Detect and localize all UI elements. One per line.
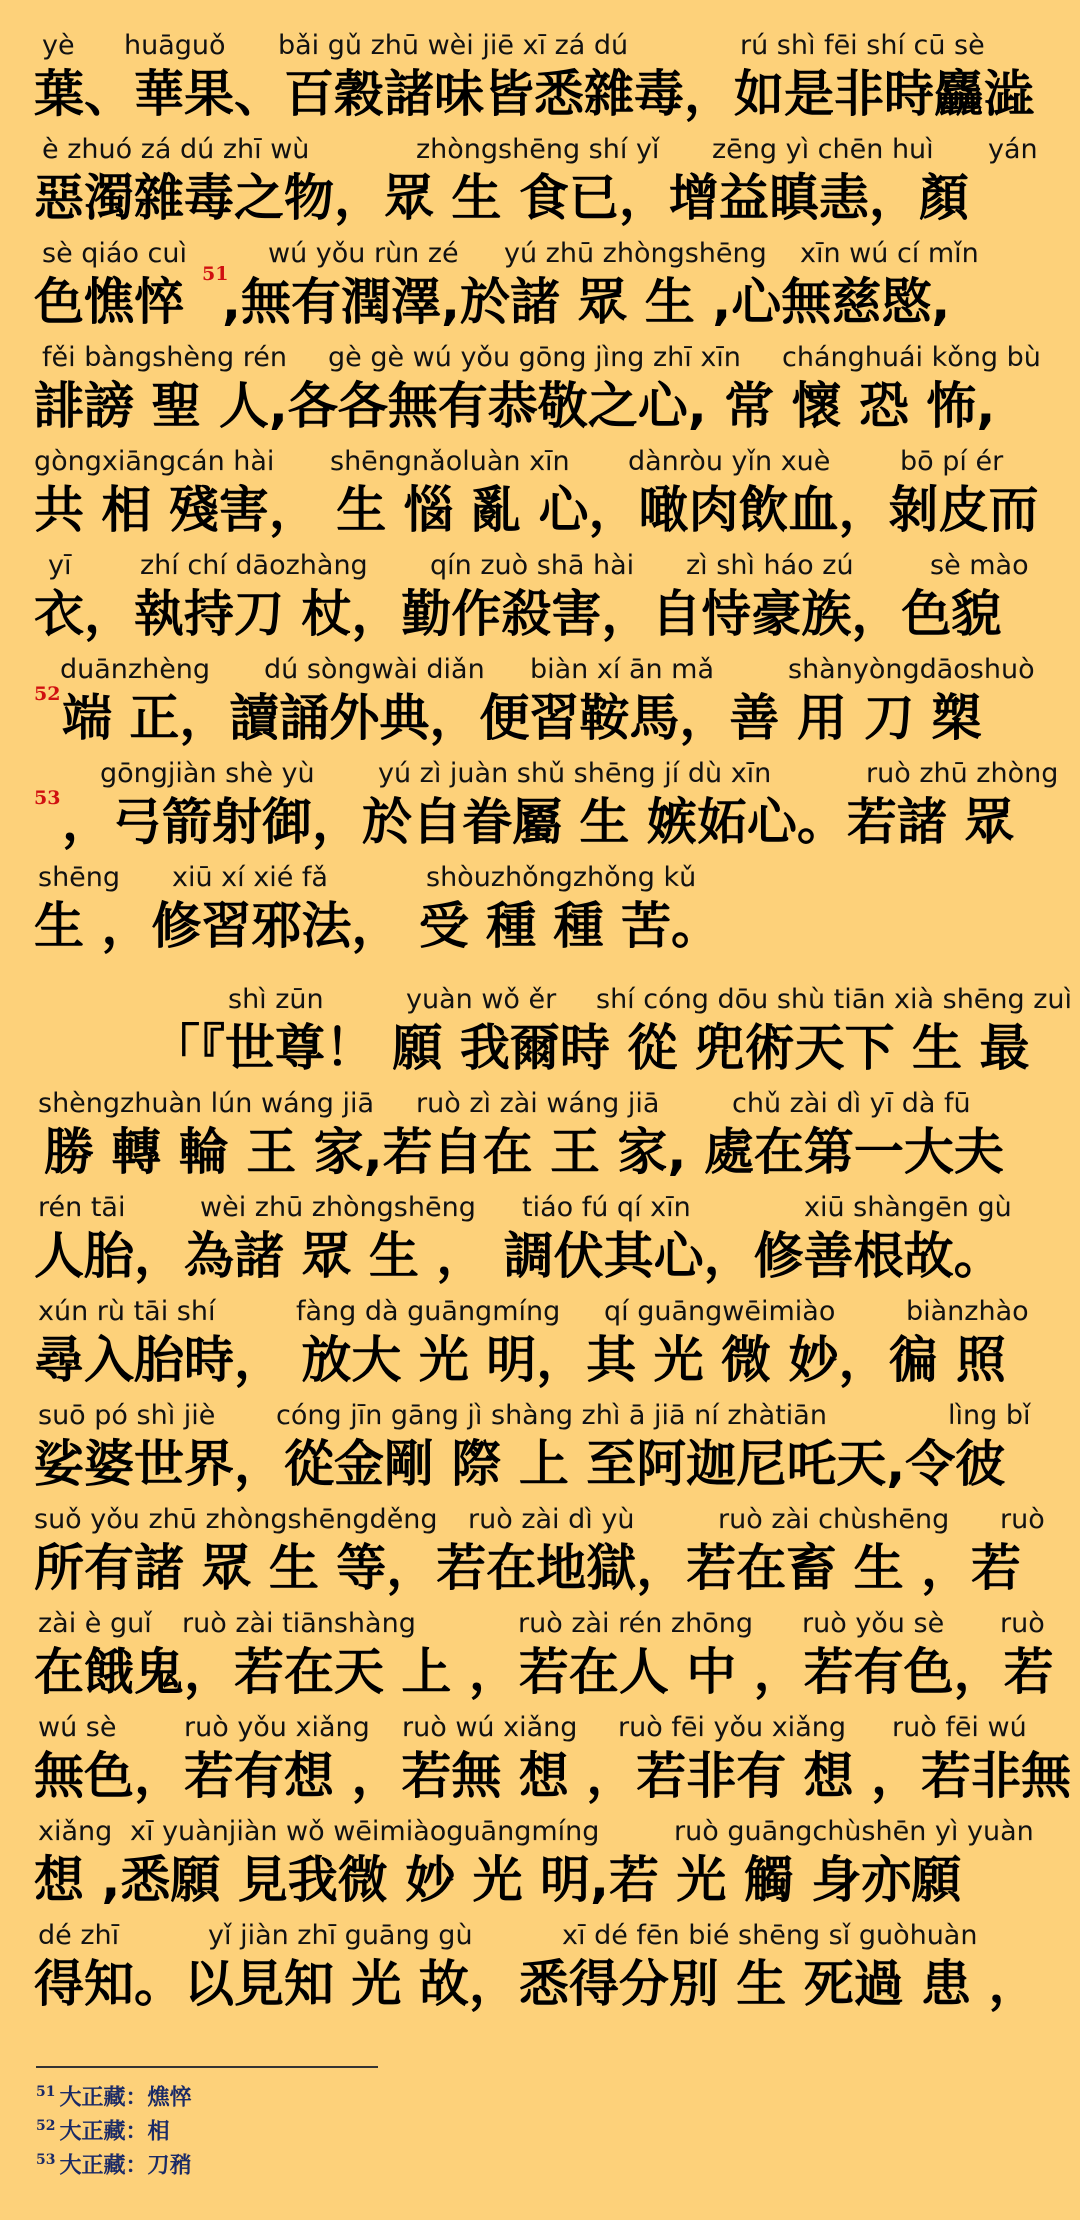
hanzi-text: 無色，若有想 ，若無 想 ，若非有 想 ，若非無 bbox=[34, 1747, 1072, 1805]
pinyin-row bbox=[0, 1190, 1080, 1226]
pinyin-row bbox=[0, 756, 1080, 792]
hanzi-row bbox=[0, 168, 1080, 228]
hanzi-text: 「『世尊！ 願 我爾時 從 兜術天下 生 最 bbox=[150, 1019, 1030, 1077]
pinyin-text: cóng jīn gāng jì shàng zhì ā jiā ní zhàtiān bbox=[276, 1400, 827, 1431]
pinyin-row bbox=[0, 1398, 1080, 1434]
pinyin-row bbox=[0, 982, 1080, 1018]
pinyin-text: qín zuò shā hài bbox=[430, 550, 635, 581]
pinyin-text: ruò zì zài wáng jiā bbox=[416, 1088, 660, 1119]
pinyin-text: shēng bbox=[38, 862, 121, 893]
pinyin-row bbox=[0, 1294, 1080, 1330]
pinyin-text: yú zhū zhòngshēng bbox=[504, 238, 767, 269]
hanzi-row bbox=[0, 1226, 1080, 1286]
pinyin-text: yè bbox=[42, 30, 75, 61]
pinyin-row bbox=[0, 236, 1080, 272]
pinyin-text: xún rù tāi shí bbox=[38, 1296, 216, 1327]
hanzi-text: 所有諸 眾 生 等，若在地獄，若在畜 生 ，若 bbox=[34, 1539, 1022, 1597]
pinyin-text: zài è guǐ bbox=[38, 1608, 152, 1639]
pinyin-text: sè mào bbox=[930, 550, 1029, 581]
pinyin-text: duānzhèng bbox=[60, 654, 211, 685]
pinyin-text: wú yǒu rùn zé bbox=[268, 238, 459, 269]
pinyin-row bbox=[0, 1086, 1080, 1122]
pinyin-text: gòngxiāngcán hài bbox=[34, 446, 275, 477]
footnote-text: 大正藏：刀矟 bbox=[59, 2152, 192, 2179]
pinyin-text: ruò wú xiǎng bbox=[402, 1712, 578, 1743]
pinyin-text: xiǎng bbox=[38, 1816, 113, 1847]
footnote-ref-52[interactable]: 52 bbox=[34, 683, 61, 705]
pinyin-text: ruò yǒu xiǎng bbox=[184, 1712, 370, 1743]
pinyin-row bbox=[0, 1710, 1080, 1746]
pinyin-text: chánghuái kǒng bù bbox=[782, 342, 1041, 373]
hanzi-row bbox=[0, 683, 1080, 748]
pinyin-text: xīn wú cí mǐn bbox=[800, 238, 979, 269]
pinyin-text: ruò zài rén zhōng bbox=[518, 1608, 753, 1639]
footnote-number: 51 bbox=[36, 2084, 56, 2100]
footnote-text: 大正藏：相 bbox=[59, 2118, 170, 2145]
pinyin-text: fàng dà guāngmíng bbox=[296, 1296, 561, 1327]
pinyin-row bbox=[0, 860, 1080, 896]
pinyin-text: ruò zài dì yù bbox=[468, 1504, 635, 1535]
hanzi-text: 端 正，讀誦外典，便習鞍馬，善 用 刀 槊 bbox=[62, 689, 982, 747]
pinyin-row bbox=[0, 132, 1080, 168]
hanzi-text: 衣，執持刀 杖，勤作殺害，自恃豪族，色貌 bbox=[34, 585, 1002, 643]
pinyin-row bbox=[0, 652, 1080, 688]
hanzi-row bbox=[0, 263, 1080, 332]
pinyin-text: zhí chí dāozhàng bbox=[140, 550, 368, 581]
hanzi-text: 惡濁雜毒之物，眾 生 食已，增益瞋恚，顏 bbox=[34, 169, 969, 227]
hanzi-row bbox=[0, 480, 1080, 540]
pinyin-text: biànzhào bbox=[906, 1296, 1029, 1327]
hanzi-text: 色憔悴 bbox=[34, 273, 184, 331]
pinyin-text: yī bbox=[48, 550, 72, 581]
pinyin-text: shí cóng dōu shù tiān xià shēng zuì bbox=[596, 984, 1073, 1015]
pinyin-text: zì shì háo zú bbox=[686, 550, 854, 581]
pinyin-text: è zhuó zá dú zhī wù bbox=[42, 134, 310, 165]
hanzi-text: 得知。以見知 光 故，悉得分別 生 死過 患 ， bbox=[34, 1955, 1039, 2013]
pinyin-row bbox=[0, 1502, 1080, 1538]
pinyin-text: yán bbox=[988, 134, 1038, 165]
pinyin-row bbox=[0, 444, 1080, 480]
pinyin-text: bǎi gǔ zhū wèi jiē xī zá dú bbox=[278, 30, 629, 61]
hanzi-row bbox=[0, 1746, 1080, 1806]
pinyin-row bbox=[0, 548, 1080, 584]
pinyin-text: xiū shàngēn gù bbox=[804, 1192, 1012, 1223]
footnote-divider bbox=[36, 2066, 378, 2068]
pinyin-text: suǒ yǒu zhū zhòngshēngděng bbox=[34, 1504, 438, 1535]
hanzi-text: 娑婆世界，從金剛 際 上 至阿迦尼吒天,令彼 bbox=[34, 1435, 1006, 1493]
hanzi-text: 誹謗 聖 人,各各無有恭敬之心, 常 懷 恐 怖, bbox=[34, 377, 996, 435]
hanzi-text: ，弓箭射御，於自眷屬 生 嫉妬心。若諸 眾 bbox=[62, 793, 1015, 851]
pinyin-text: ruò guāngchùshēn yì yuàn bbox=[674, 1816, 1034, 1847]
hanzi-row bbox=[0, 1434, 1080, 1494]
pinyin-text: qí guāngwēimiào bbox=[604, 1296, 836, 1327]
pinyin-text: xī dé fēn bié shēng sǐ guòhuàn bbox=[562, 1920, 978, 1951]
pinyin-text: fěi bàngshèng rén bbox=[42, 342, 287, 373]
footnote-number: 52 bbox=[36, 2118, 56, 2134]
pinyin-text: zhòngshēng shí yǐ bbox=[416, 134, 660, 165]
pinyin-text: rú shì fēi shí cū sè bbox=[740, 30, 985, 61]
hanzi-text: 想 ,悉願 見我微 妙 光 明,若 光 觸 身亦願 bbox=[34, 1851, 962, 1909]
footnote-text: 大正藏：燋悴 bbox=[59, 2084, 192, 2111]
pinyin-row bbox=[0, 340, 1080, 376]
pinyin-text: shēngnǎoluàn xīn bbox=[330, 446, 570, 477]
hanzi-text: 共 相 殘害， 生 惱 亂 心，噉肉飲血，剝皮而 bbox=[34, 481, 1039, 539]
hanzi-text: 勝 轉 輪 王 家,若自在 王 家, 處在第一大夫 bbox=[44, 1123, 1004, 1181]
footnote-52 bbox=[36, 2112, 170, 2145]
pinyin-text: shèngzhuàn lún wáng jiā bbox=[38, 1088, 374, 1119]
hanzi-row bbox=[0, 1122, 1080, 1182]
pinyin-text: ruò zhū zhòng bbox=[866, 758, 1059, 789]
pinyin-text: gōngjiàn shè yù bbox=[100, 758, 315, 789]
pinyin-text: xī yuànjiàn wǒ wēimiàoguāngmíng bbox=[130, 1816, 600, 1847]
pinyin-text: lìng bǐ bbox=[948, 1400, 1031, 1431]
pinyin-text: shòuzhǒngzhǒng kǔ bbox=[426, 862, 697, 893]
pinyin-text: ruò bbox=[1000, 1504, 1045, 1535]
hanzi-text: 人胎，為諸 眾 生 ， 調伏其心，修善根故。 bbox=[34, 1227, 1004, 1285]
pinyin-text: ruò zài chùshēng bbox=[718, 1504, 950, 1535]
pinyin-text: huāguǒ bbox=[124, 30, 226, 61]
pinyin-row bbox=[0, 28, 1080, 64]
pinyin-text: suō pó shì jiè bbox=[38, 1400, 216, 1431]
hanzi-text: 生 ，修習邪法， 受 種 種 苦。 bbox=[34, 897, 722, 955]
hanzi-row bbox=[0, 64, 1080, 124]
pinyin-row bbox=[0, 1606, 1080, 1642]
footnote-53 bbox=[36, 2146, 192, 2179]
footnote-ref-51[interactable]: 51 bbox=[202, 263, 229, 285]
pinyin-text: ruò zài tiānshàng bbox=[182, 1608, 416, 1639]
footnote-51 bbox=[36, 2078, 192, 2111]
pinyin-text: yuàn wǒ ěr bbox=[406, 984, 557, 1015]
pinyin-text: dú sòngwài diǎn bbox=[264, 654, 485, 685]
pinyin-text: bō pí ér bbox=[900, 446, 1004, 477]
pinyin-text: sè qiáo cuì bbox=[42, 238, 188, 269]
pinyin-text: dànròu yǐn xuè bbox=[628, 446, 831, 477]
pinyin-text: ruò yǒu sè bbox=[802, 1608, 945, 1639]
hanzi-row bbox=[0, 1954, 1080, 2014]
pinyin-text: dé zhī bbox=[38, 1920, 120, 1951]
hanzi-row bbox=[0, 584, 1080, 644]
pinyin-text: biàn xí ān mǎ bbox=[530, 654, 715, 685]
hanzi-row bbox=[0, 787, 1080, 852]
pinyin-text: zēng yì chēn huì bbox=[712, 134, 934, 165]
hanzi-text: 尋入胎時， 放大 光 明，其 光 微 妙，徧 照 bbox=[34, 1331, 1006, 1389]
footnote-number: 53 bbox=[36, 2152, 56, 2168]
hanzi-row bbox=[0, 376, 1080, 436]
hanzi-row bbox=[0, 1018, 1080, 1078]
pinyin-text: rén tāi bbox=[38, 1192, 126, 1223]
pinyin-text: wèi zhū zhòngshēng bbox=[200, 1192, 476, 1223]
pinyin-row bbox=[0, 1814, 1080, 1850]
hanzi-text: 葉、華果、百穀諸味皆悉雜毒，如是非時麤澁 bbox=[34, 65, 1034, 123]
pinyin-text: shì zūn bbox=[228, 984, 324, 1015]
pinyin-text: wú sè bbox=[38, 1712, 117, 1743]
pinyin-text: yǐ jiàn zhī guāng gù bbox=[208, 1920, 473, 1951]
hanzi-row bbox=[0, 1538, 1080, 1598]
hanzi-text: 在餓鬼，若在天 上 ，若在人 中 ，若有色，若 bbox=[34, 1643, 1054, 1701]
pinyin-text: yú zì juàn shǔ shēng jí dù xīn bbox=[378, 758, 772, 789]
pinyin-text: ruò bbox=[1000, 1608, 1045, 1639]
hanzi-text: ,無有潤澤,於諸 眾 生 ,心無慈愍, bbox=[222, 273, 951, 331]
pinyin-text: chǔ zài dì yī dà fū bbox=[732, 1088, 971, 1119]
pinyin-text: xiū xí xié fǎ bbox=[172, 862, 328, 893]
hanzi-row bbox=[0, 896, 1080, 956]
hanzi-row bbox=[0, 1330, 1080, 1390]
pinyin-text: gè gè wú yǒu gōng jìng zhī xīn bbox=[328, 342, 741, 373]
pinyin-row bbox=[0, 1918, 1080, 1954]
hanzi-row bbox=[0, 1850, 1080, 1910]
pinyin-text: ruò fēi yǒu xiǎng bbox=[618, 1712, 846, 1743]
footnote-ref-53[interactable]: 53 bbox=[34, 787, 61, 809]
pinyin-text: shànyòngdāoshuò bbox=[788, 654, 1035, 685]
pinyin-text: ruò fēi wú bbox=[892, 1712, 1027, 1743]
pinyin-text: tiáo fú qí xīn bbox=[522, 1192, 691, 1223]
hanzi-row bbox=[0, 1642, 1080, 1702]
